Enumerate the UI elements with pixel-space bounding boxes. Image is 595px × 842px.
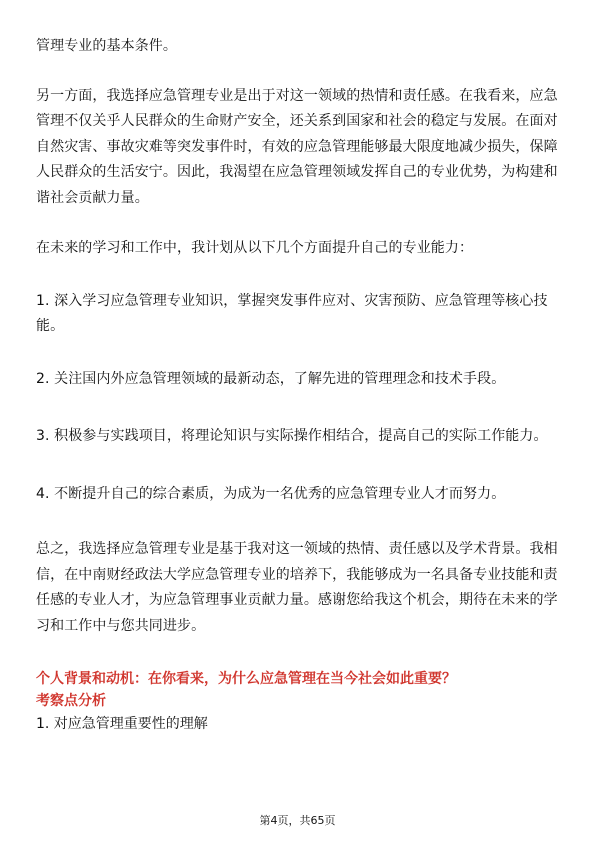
page-number-footer: 第4页，共65页 [259, 814, 336, 827]
document-page [36, 34, 561, 736]
analysis-heading: 考察点分析 [36, 693, 106, 709]
plan-item-2: 2. 关注国内外应急管理领域的最新动态，了解先进的管理理念和技术手段。 [36, 370, 506, 387]
paragraph-plan-intro: 在未来的学习和工作中，我计划从以下几个方面提升自己的专业能力： [36, 240, 474, 256]
plan-item-1: 1. 深入学习应急管理专业知识，掌握突发事件应对、灾害预防、应急管理等核心技能。 [36, 292, 548, 334]
plan-item-4: 4. 不断提升自己的综合素质，为成为一名优秀的应急管理专业人才而努力。 [36, 485, 506, 502]
plan-item-3: 3. 积极参与实践项目，将理论知识与实际操作相结合，提高自己的实际工作能力。 [36, 428, 548, 444]
analysis-item-1: 1. 对应急管理重要性的理解 [36, 716, 208, 732]
paragraph-conclusion: 总之，我选择应急管理专业是基于我对这一领域的热情、责任感以及学术背景。我相信，在中南财经政法大学应急管理专业的培养下，我能够成为一名具备专业技能和责任感的专业人才，为应急管理事业贡献力量。感谢您给我这个机会，期待在未来的学习和工作中与您共同进步。 [36, 541, 558, 634]
question-heading: 个人背景和动机：在你看来，为什么应急管理在当今社会如此重要？ [36, 671, 456, 687]
paragraph-motivation: 另一方面，我选择应急管理专业是出于对这一领域的热情和责任感。在我看来，应急管理不仅关乎人民群众的生命财产安全，还关系到国家和社会的稳定与发展。在面对自然灾害、事故灾难等突发事件时，有效的应急管理能够最大限度地减少损失，保障人民群众的生活安宁。因此，我渴望在应急管理领域发挥自己的专业优势，为构建和谐社会贡献力量。 [36, 87, 558, 206]
paragraph-intro-tail: 管理专业的基本条件。 [36, 38, 177, 54]
